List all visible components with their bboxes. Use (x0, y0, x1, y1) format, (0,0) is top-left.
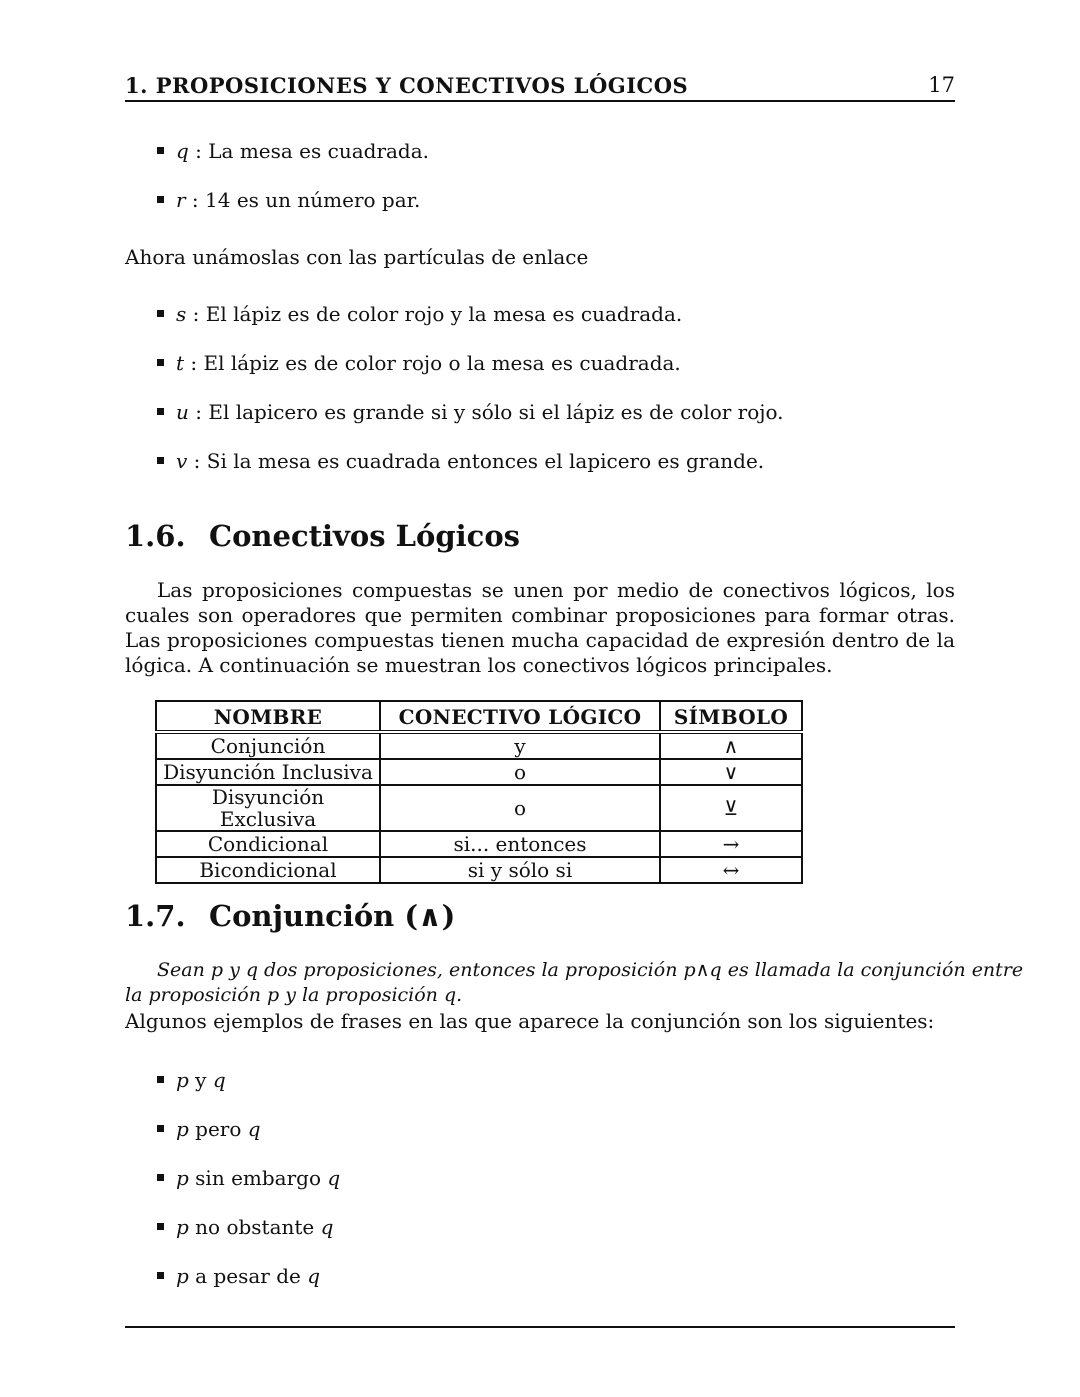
list-item (157, 446, 764, 476)
page-number: 17 (928, 73, 955, 97)
list-item (157, 348, 681, 378)
list-item (157, 397, 784, 427)
list-item (157, 1261, 320, 1291)
connective-name: Condicional (156, 831, 380, 857)
chapter-title: 1. PROPOSICIONES Y CONECTIVOS LÓGICOS (125, 73, 689, 98)
connective-symbol: ∧ (660, 732, 802, 759)
proposition-text: : El lápiz es de color rojo o la mesa es cuadrada. (184, 351, 681, 375)
section-heading-conjuncion (125, 899, 455, 933)
list-item (157, 136, 429, 166)
variable-q: q (212, 1068, 226, 1092)
connective-name: Conjunción (156, 732, 380, 759)
conectivos-description: Las proposiciones compuestas se unen por medio de conectivos lógicos, los cuales son operadores que permiten combinar proposiciones para formar otras. Las proposiciones compuestas tienen mucha capacidad de expresión dentro de la lógica. A continuación se muestran los conectivos lógicos principales. (125, 578, 955, 677)
intro-paragraph: Ahora unámoslas con las partículas de enlace (125, 245, 589, 269)
examples-intro (125, 1009, 955, 1034)
table-row (156, 732, 802, 759)
footer-rule (125, 1326, 955, 1328)
connector-phrase: a pesar de (188, 1264, 308, 1288)
connective-words: si y sólo si (380, 857, 660, 883)
connective-symbol: ↔ (660, 857, 802, 883)
definition-line-1 (125, 958, 1024, 983)
connective-name: Disyunción Inclusiva (156, 759, 380, 785)
proposition-variable: s (176, 302, 187, 326)
list-item (157, 1065, 226, 1095)
list-item (157, 1212, 333, 1242)
square-bullet-icon (157, 310, 164, 317)
connector-phrase: no obstante (188, 1215, 321, 1239)
connective-name: Disyunción Exclusiva (156, 785, 380, 831)
square-bullet-icon (157, 408, 164, 415)
proposition-variable: u (176, 400, 189, 424)
square-bullet-icon (157, 359, 164, 366)
list-item (157, 1114, 261, 1144)
list-item (157, 185, 420, 215)
connective-words: si... entonces (380, 831, 660, 857)
square-bullet-icon (157, 1223, 164, 1230)
variable-p: p (176, 1068, 189, 1092)
proposition-variable: v (176, 449, 188, 473)
definition-text: la proposición p y la proposición q. (125, 984, 463, 1006)
connective-words: y (380, 732, 660, 759)
variable-q: q (327, 1166, 341, 1190)
table-row (156, 857, 802, 883)
proposition-text: : El lapicero es grande si y sólo si el lápiz es de color rojo. (188, 400, 784, 424)
connector-phrase: sin embargo (188, 1166, 328, 1190)
square-bullet-icon (157, 457, 164, 464)
table-header-row (156, 701, 802, 732)
proposition-text: : La mesa es cuadrada. (188, 139, 430, 163)
section-heading-conectivos (125, 519, 520, 553)
variable-q: q (247, 1117, 261, 1141)
proposition-text: : El lápiz es de color rojo y la mesa es cuadrada. (186, 302, 683, 326)
variable-q: q (320, 1215, 334, 1239)
examples-intro-text: Algunos ejemplos de frases en las que aparece la conjunción son los siguientes: (125, 1009, 935, 1033)
connective-symbol: ⊻ (660, 785, 802, 831)
section-number: 1.7. (125, 899, 186, 933)
connector-phrase: y (188, 1068, 213, 1092)
square-bullet-icon (157, 1272, 164, 1279)
column-header-name: NOMBRE (156, 701, 380, 732)
variable-q: q (307, 1264, 321, 1288)
definition-text: Sean p y q dos proposiciones, entonces la proposición p∧q es llamada la conjunción entre (157, 959, 1024, 981)
proposition-text: : 14 es un número par. (185, 188, 421, 212)
square-bullet-icon (157, 1076, 164, 1083)
section-paragraph (125, 578, 955, 678)
variable-p: p (176, 1117, 189, 1141)
proposition-variable: r (176, 188, 186, 212)
proposition-variable: q (176, 139, 189, 163)
proposition-text: : Si la mesa es cuadrada entonces el lapicero es grande. (187, 449, 765, 473)
connective-symbol: ∨ (660, 759, 802, 785)
table-row (156, 759, 802, 785)
connective-words: o (380, 759, 660, 785)
section-title: Conjunción (∧) (209, 899, 456, 933)
connectives-table (155, 700, 803, 884)
variable-p: p (176, 1166, 189, 1190)
square-bullet-icon (157, 1174, 164, 1181)
section-number: 1.6. (125, 519, 186, 553)
square-bullet-icon (157, 196, 164, 203)
table-row (156, 785, 802, 831)
square-bullet-icon (157, 1125, 164, 1132)
connector-phrase: pero (188, 1117, 248, 1141)
column-header-connective: CONECTIVO LÓGICO (380, 701, 660, 732)
connective-symbol: → (660, 831, 802, 857)
square-bullet-icon (157, 147, 164, 154)
variable-p: p (176, 1264, 189, 1288)
list-item (157, 299, 682, 329)
list-item (157, 1163, 340, 1193)
variable-p: p (176, 1215, 189, 1239)
connective-words: o (380, 785, 660, 831)
column-header-symbol: SÍMBOLO (660, 701, 802, 732)
table-row (156, 831, 802, 857)
section-title: Conectivos Lógicos (209, 519, 520, 553)
definition-line-2 (125, 983, 955, 1008)
proposition-variable: t (176, 351, 185, 375)
running-header (125, 70, 955, 102)
connective-name: Bicondicional (156, 857, 380, 883)
